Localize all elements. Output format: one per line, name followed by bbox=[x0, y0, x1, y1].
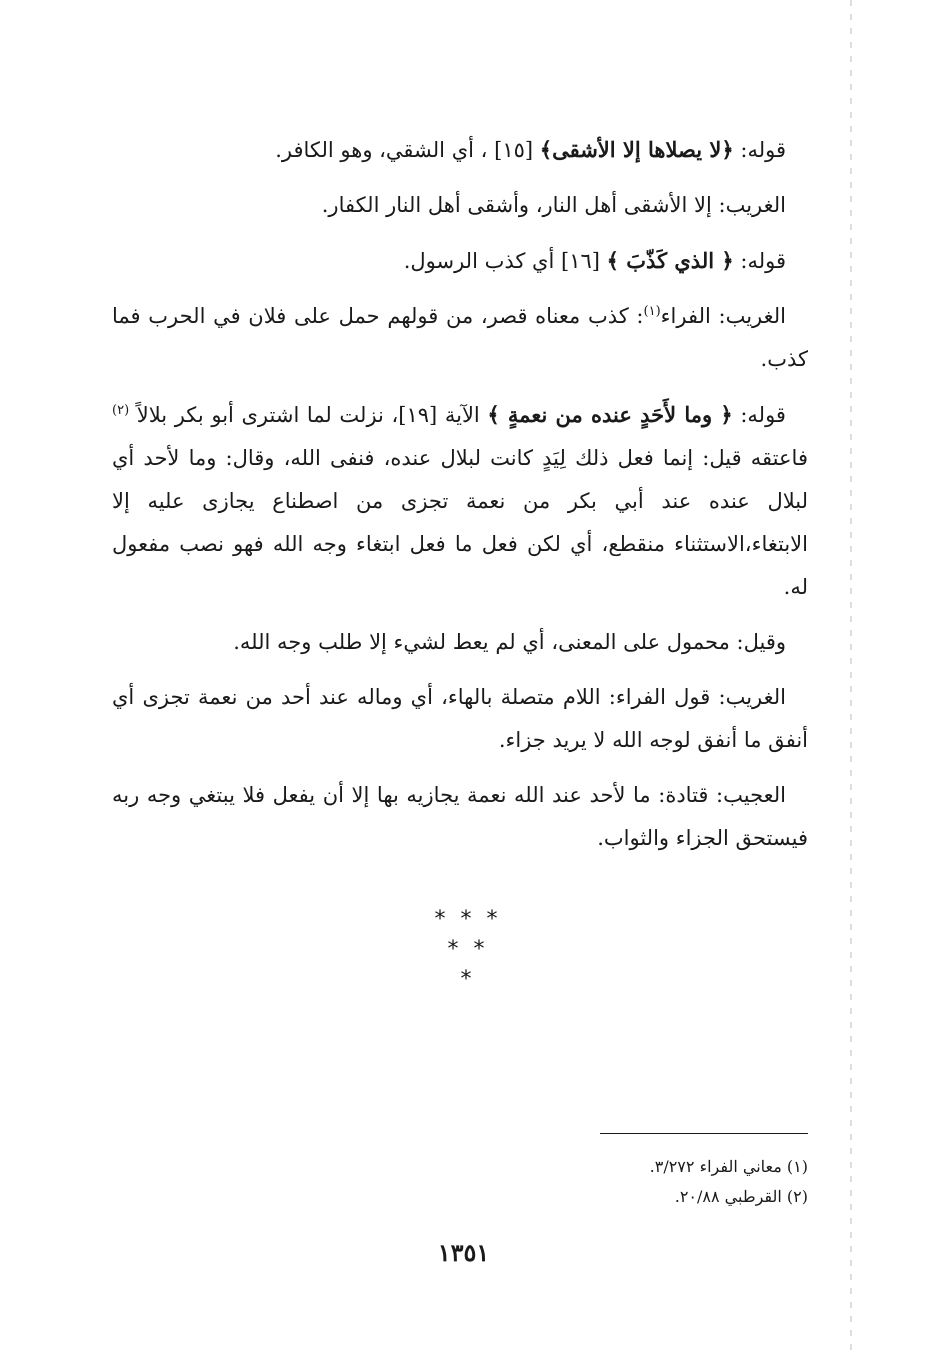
paragraph-text: ، أي الشقي، وهو الكافر. bbox=[275, 138, 488, 162]
separator-row: * * * bbox=[434, 907, 502, 932]
footnote-marker: (١) bbox=[643, 304, 661, 319]
footnote-marker: (٢) bbox=[112, 403, 130, 418]
paragraph-text: وقيل: محمول على المعنى، أي لم يعط لشيء إلا طلب وجه الله. bbox=[233, 630, 786, 654]
page-edge-line bbox=[850, 0, 852, 1353]
paragraph-text: فاعتقه قيل: إنما فعل ذلك لِيَدٍ كانت لبلال عنده، فنفى الله، وقال: وما لأحد أي لبلال عنده عند أبي بكر من نعمة تجزى من اصطناع يجازى عليه إلا الابتغاء،الاستثناء منقطع، أي لكن فعل ما فعل ابتغاء وجه الله فهو نصب مفعول له. bbox=[112, 446, 808, 599]
paragraph-label: قوله: bbox=[740, 249, 786, 273]
paragraph-label: الغريب: bbox=[718, 685, 786, 709]
verse-reference: [١٦] bbox=[561, 249, 600, 273]
paragraph-text: : كذب معناه قصر، من قولهم حمل على فلان في الحرب فما كذب. bbox=[112, 304, 808, 371]
verse-reference: الآية [١٩] bbox=[398, 403, 480, 427]
paragraph-4 bbox=[112, 295, 808, 381]
paragraph-text: الفراء bbox=[660, 304, 711, 328]
paragraph-8 bbox=[112, 774, 808, 860]
paragraph-7 bbox=[112, 676, 808, 762]
paragraph-text: قول الفراء: اللام متصلة بالهاء، أي وماله عند أحد من نعمة تجزى أي أنفق ما أنفق لوجه الله لا يريد جزاء. bbox=[112, 685, 808, 752]
verse-reference: [١٥] bbox=[494, 138, 534, 162]
footnote-item: (١) معاني الفراء ٣/٢٧٢. bbox=[649, 1157, 808, 1176]
paragraph-3 bbox=[112, 239, 808, 283]
paragraph-text: ، نزلت لما اشترى أبو بكر بلالاً bbox=[136, 403, 399, 427]
paragraph-label: الغريب: bbox=[718, 304, 786, 328]
paragraph-text: إلا الأشقى أهل النار، وأشقى أهل النار الكفار. bbox=[321, 193, 712, 217]
footnote-item: (٢) القرطبي ٢٠/٨٨. bbox=[674, 1187, 808, 1206]
footnotes bbox=[500, 1152, 808, 1212]
paragraph-label: الغريب: bbox=[718, 193, 786, 217]
section-separator bbox=[413, 905, 523, 995]
main-text bbox=[112, 128, 808, 872]
paragraph-5 bbox=[112, 393, 808, 609]
page-number: ١٣٥١ bbox=[437, 1238, 490, 1267]
quran-verse: ﴿ وما لأَحَدٍ عنده من نعمةٍ ﴾ bbox=[487, 402, 733, 427]
paragraph-1 bbox=[112, 128, 808, 172]
paragraph-6 bbox=[112, 621, 808, 664]
separator-row: * * bbox=[447, 937, 489, 962]
paragraph-label: العجيب: bbox=[716, 783, 786, 807]
quran-verse: ﴿ الذي كَذّبَ ﴾ bbox=[606, 248, 734, 273]
footnote-divider bbox=[600, 1133, 808, 1134]
separator-row: * bbox=[460, 967, 476, 992]
paragraph-text: أي كذب الرسول. bbox=[403, 249, 555, 273]
quran-verse: ﴿لا يصلاها إلا الأشقى﴾ bbox=[539, 137, 734, 162]
paragraph-text: قتادة: ما لأحد عند الله نعمة يجازيه بها إلا أن يفعل فلا يبتغي وجه ربه فيستحق الجزاء والثواب. bbox=[112, 783, 808, 850]
paragraph-label: قوله: bbox=[740, 403, 786, 427]
paragraph-label: قوله: bbox=[740, 138, 786, 162]
paragraph-2 bbox=[112, 184, 808, 227]
